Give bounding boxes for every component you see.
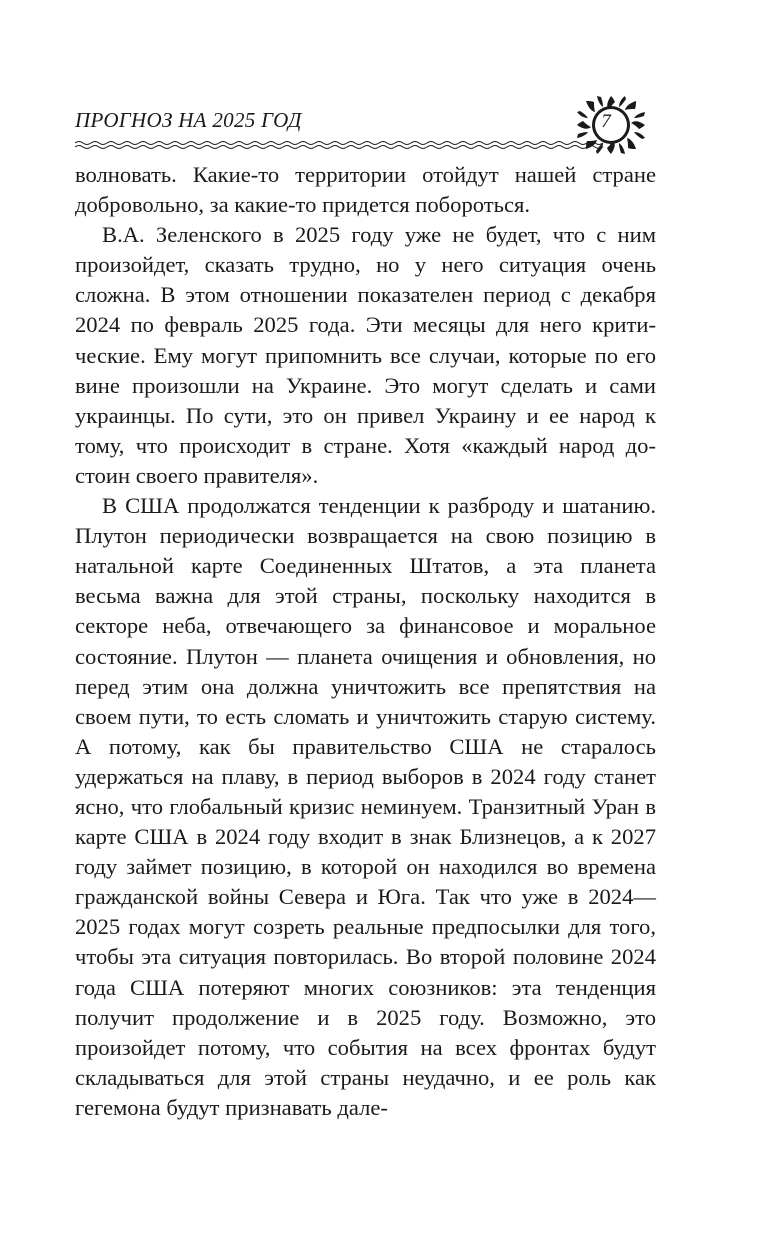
wavy-rule (75, 140, 605, 150)
body-text (75, 160, 656, 1123)
paragraph: В США продолжатся тенденции к разброду и шатанию. Плутон периодически возвращается на свою позицию в натальной карте Соединенных Штатов, а эта планета весьма важна для этой страны, поскольку находится в секторе неба, отвечающего за финансовое и моральное состояние. Плутон — планета очищения и обновления, но перед этим она должна уничтожить все препятствия на своем пути, то есть сломать и уничтожить старую систему. А потому, как бы правительство США не старалось удержаться на плаву, в период выборов в 2024 году станет ясно, что глобальный кризис неминуем. Транзитный Уран в карте США в 2024 году входит в знак Близнецов, а к 2027 году займет позицию, в которой он находился во времена гражданской войны Севера и Юга. Так что уже в 2024—2025 годах могут созреть реальные предпосылки для того, чтобы эта ситуация повторилась. Во второй половине 2024 года США потеряют многих союзников: эта тенденция получит продолжение и в 2025 году. Возможно, это произойдет потому, что события на всех фронтах будут складываться для этой страны неудачно, и ее роль как гегемона будут признавать дале- (75, 493, 656, 1120)
page-number: 7 (601, 111, 611, 132)
paragraph: В.А. Зеленского в 2025 году уже не будет, что с ним произойдет, сказать трудно, но у него ситуация очень сложна. В этом отношении показателен период с декабря 2024 по февраль 2025 года. Эти месяцы для него критические. Ему могут припомнить все случаи, которые по его вине произошли на Украине. Это могут сделать и сами украинцы. По сути, это он привел Украину и ее народ к тому, что происходит в стране. Хотя «каждый народ достоин своего правителя». (75, 222, 656, 488)
paragraph: волновать. Какие-то территории отойдут нашей стране добровольно, за какие-то придется побороться. (75, 162, 656, 218)
running-title: ПРОГНОЗ НА 2025 ГОД (75, 108, 302, 132)
page-header (75, 100, 675, 160)
